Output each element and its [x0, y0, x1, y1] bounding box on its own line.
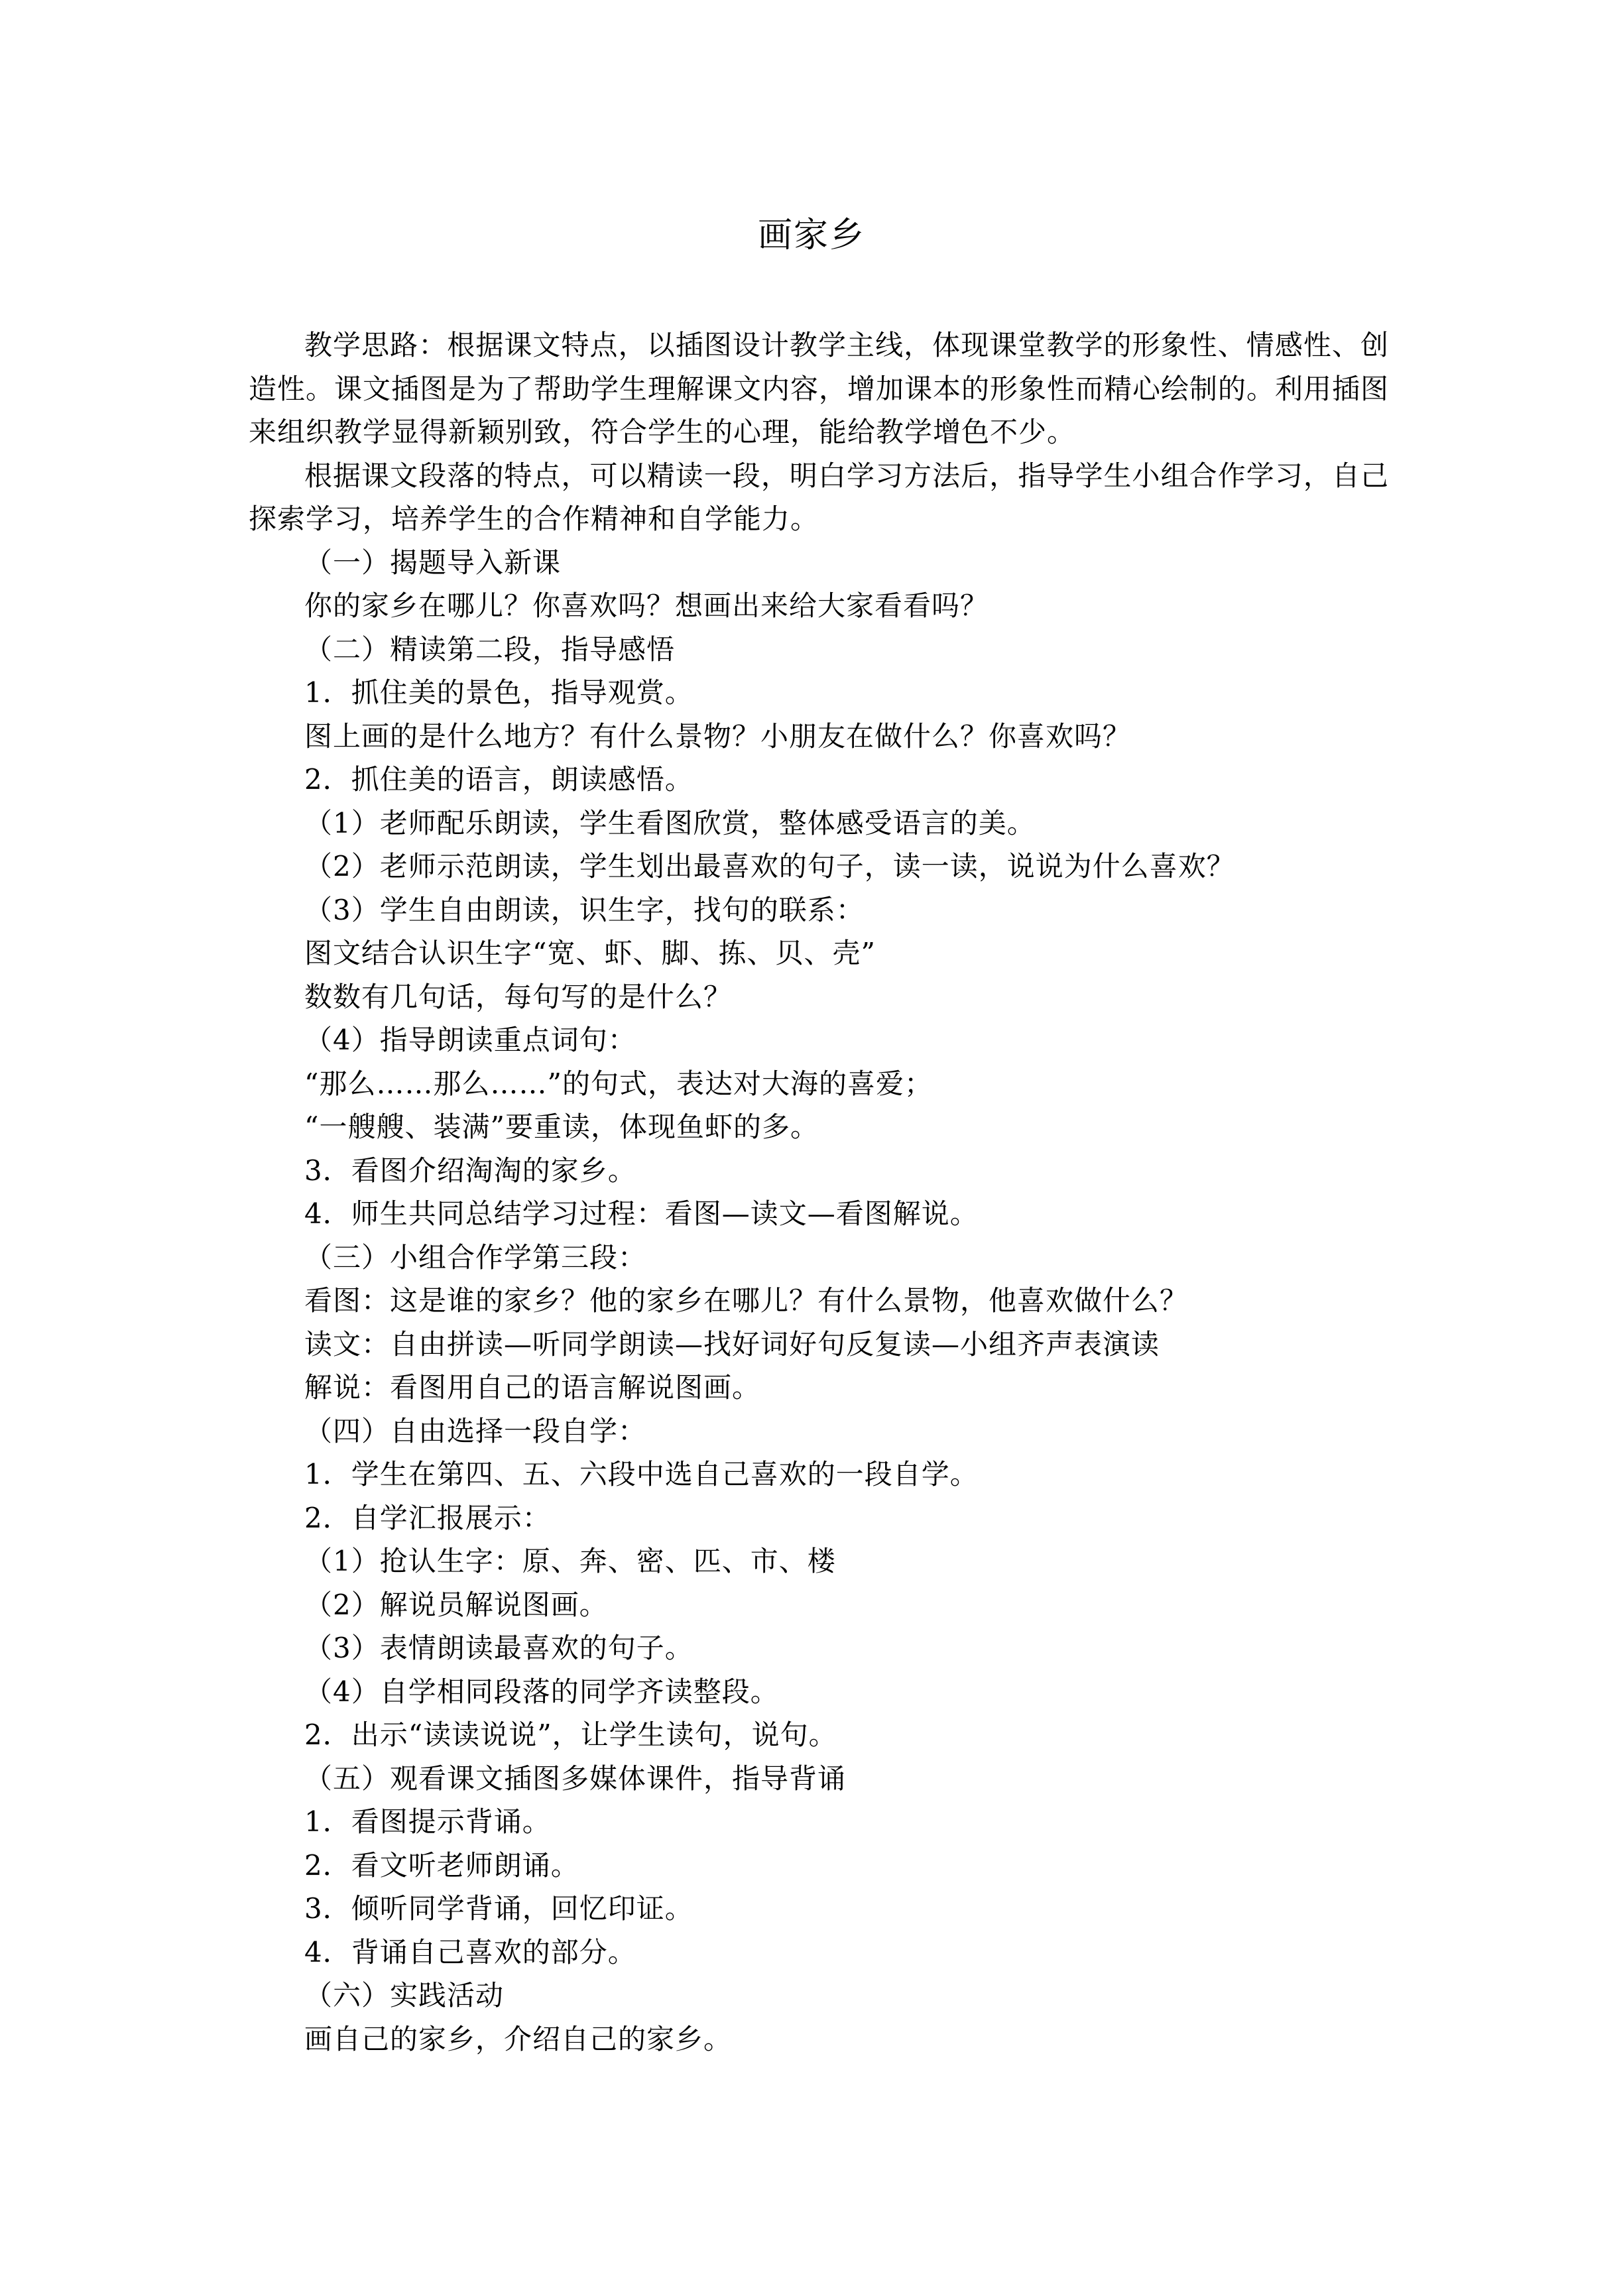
text-line: （3）表情朗读最喜欢的句子。 — [304, 1632, 693, 1664]
section-heading: （一）揭题导入新课 — [304, 546, 562, 579]
text-line: 画自己的家乡，介绍自己的家乡。 — [304, 2022, 733, 2055]
text-line: （1）抢认生字：原、奔、密、匹、市、楼 — [304, 1545, 836, 1577]
text-line: 3．倾听同学背诵，回忆印证。 — [304, 1892, 693, 1925]
text-line: （4）指导朗读重点词句： — [304, 1024, 636, 1056]
text-line: “那么……那么……”的句式，表达对大海的喜爱； — [304, 1067, 933, 1100]
text-line: 1．学生在第四、五、六段中选自己喜欢的一段自学。 — [304, 1458, 979, 1490]
text-line: 4．背诵自己喜欢的部分。 — [304, 1935, 636, 1968]
text-line: 图文结合认识生字“宽、虾、脚、拣、贝、壳” — [304, 937, 876, 969]
text-line: 你的家乡在哪儿？你喜欢吗？想画出来给大家看看吗？ — [304, 589, 989, 622]
text-line: （2）老师示范朗读，学生划出最喜欢的句子，读一读，说说为什么喜欢？ — [304, 850, 1235, 882]
text-line: 看图：这是谁的家乡？他的家乡在哪儿？有什么景物，他喜欢做什么？ — [304, 1284, 1189, 1317]
text-line: （3）学生自由朗读，识生字，找句的联系： — [304, 893, 865, 926]
paragraph-method: 根据课文段落的特点，可以精读一段，明白学习方法后，指导学生小组合作学习，自己探索学习，培养学生的合作精神和自学能力。 — [249, 459, 1389, 535]
text-line: 1．看图提示背诵。 — [304, 1805, 551, 1838]
section-heading: （六）实践活动 — [304, 1979, 505, 2012]
text-line: 4．师生共同总结学习过程：看图—读文—看图解说。 — [304, 1197, 979, 1230]
text-line: 2．出示“读读说说”，让学生读句，说句。 — [304, 1719, 837, 1751]
paragraph-teaching-approach: 教学思路：根据课文特点，以插图设计教学主线，体现课堂教学的形象性、情感性、创造性。课文插图是为了帮助学生理解课文内容，增加课本的形象性而精心绘制的。利用插图来组织教学显得新颖别致，符合学生的心理，能给教学增色不少。 — [249, 329, 1390, 448]
text-line: 2．抓住美的语言，朗读感悟。 — [304, 763, 693, 796]
text-line: 2．看文听老师朗诵。 — [304, 1848, 579, 1882]
text-line: 数数有几句话，每句写的是什么？ — [304, 980, 733, 1013]
section-heading: （四）自由选择一段自学： — [304, 1414, 647, 1447]
text-line: （2）解说员解说图画。 — [304, 1588, 608, 1621]
text-line: 读文：自由拼读—听同学朗读—找好词好句反复读—小组齐声表演读 — [304, 1327, 1160, 1360]
text-line: 2．自学汇报展示： — [304, 1501, 551, 1534]
section-heading: （二）精读第二段，指导感悟 — [304, 633, 676, 666]
document-body — [249, 324, 1389, 2061]
text-line: 3．看图介绍淘淘的家乡。 — [304, 1154, 636, 1187]
section-heading: （三）小组合作学第三段： — [304, 1240, 647, 1274]
text-line: “一艘艘、装满”要重读，体现鱼虾的多。 — [304, 1111, 819, 1143]
text-line: （1）老师配乐朗读，学生看图欣赏，整体感受语言的美。 — [304, 806, 1036, 839]
text-line: （4）自学相同段落的同学齐读整段。 — [304, 1675, 779, 1708]
text-line: 图上画的是什么地方？有什么景物？小朋友在做什么？你喜欢吗？ — [304, 719, 1132, 753]
text-line: 解说：看图用自己的语言解说图画。 — [304, 1371, 761, 1404]
section-heading: （五）观看课文插图多媒体课件，指导背诵 — [304, 1762, 847, 1795]
text-line: 1．抓住美的景色，指导观赏。 — [304, 676, 693, 709]
document-title: 画家乡 — [757, 215, 865, 255]
